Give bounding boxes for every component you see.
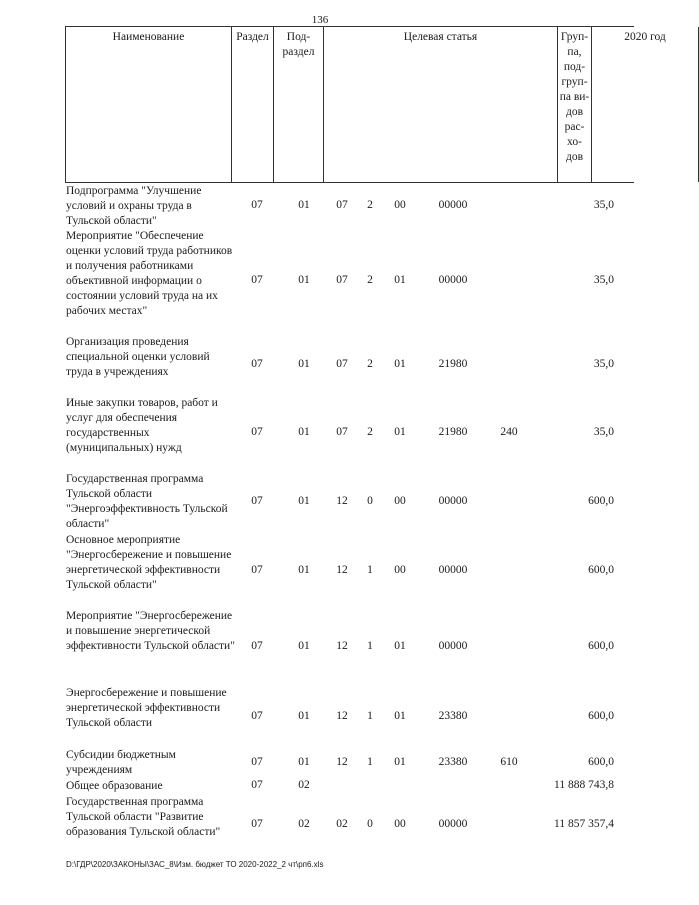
row-cs-direction: 21980 <box>438 426 468 438</box>
row-name: Субсидии бюджетным учреждениям <box>66 749 176 776</box>
row-podrazdel: 01 <box>298 756 310 768</box>
row-name: Общее образование <box>66 780 163 792</box>
row-cs-subprogram: 0 <box>367 495 373 507</box>
row-sum: 35,0 <box>593 358 614 370</box>
row-cs-program: 12 <box>336 710 348 722</box>
row-name: Подпрограмма "Улучшение условий и охраны труда в Тульской области" <box>66 185 202 227</box>
row-cs-program: 07 <box>336 199 348 211</box>
row-cs-subprogram: 2 <box>367 358 373 370</box>
header-name-col <box>66 27 232 182</box>
row-razdel: 07 <box>251 426 263 438</box>
row-cs-program: 07 <box>336 274 348 286</box>
header-gruppa-label: Груп- па, под- груп- па ви- дов рас- хо- дов <box>559 31 590 163</box>
row-podrazdel: 01 <box>298 564 310 576</box>
row-sum: 35,0 <box>593 199 614 211</box>
header-razdel-col <box>232 27 274 182</box>
row-cs-direction: 23380 <box>438 710 468 722</box>
row-cs-direction: 00000 <box>438 274 468 286</box>
row-podrazdel: 01 <box>298 640 310 652</box>
header-gruppa-col <box>558 27 592 182</box>
header-podrazdel-label: Под- раздел <box>282 31 315 58</box>
file-path-footer: D:\ГДР\2020\ЗАКОНЫ\ЗАС_8\Изм. бюджет ТО 2020-2022_2 чт\рп6.xls <box>66 860 324 869</box>
header-celevaya-col <box>324 27 558 182</box>
row-name: Организация проведения специальной оценки условий труда в учреждениях <box>66 336 210 378</box>
row-podrazdel: 01 <box>298 710 310 722</box>
row-cs-subprogram: 2 <box>367 426 373 438</box>
row-cs-event: 00 <box>394 818 406 830</box>
row-cs-subprogram: 0 <box>367 818 373 830</box>
row-sum: 600,0 <box>588 710 614 722</box>
row-razdel: 07 <box>251 779 263 791</box>
row-name: Основное мероприятие "Энергосбережение и повышение энергетической эффективности Тульской области" <box>66 534 232 591</box>
row-name: Мероприятие "Энергосбережение и повышение энергетической эффективности Тульской области" <box>66 610 235 652</box>
row-cs-subprogram: 1 <box>367 756 373 768</box>
row-cs-event: 01 <box>394 358 406 370</box>
row-razdel: 07 <box>251 199 263 211</box>
row-cs-program: 07 <box>336 426 348 438</box>
row-cs-program: 12 <box>336 564 348 576</box>
row-cs-event: 01 <box>394 756 406 768</box>
row-name: Государственная программа Тульской области "Энергоэффективность Тульской области" <box>66 473 228 530</box>
row-cs-direction: 00000 <box>438 495 468 507</box>
row-sum: 600,0 <box>588 495 614 507</box>
row-cs-direction: 00000 <box>438 564 468 576</box>
row-cs-subprogram: 2 <box>367 199 373 211</box>
row-name: Государственная программа Тульской области "Развитие образования Тульской области" <box>66 796 221 838</box>
row-cs-event: 00 <box>394 199 406 211</box>
row-razdel: 07 <box>251 358 263 370</box>
row-cs-program: 12 <box>336 756 348 768</box>
row-podrazdel: 01 <box>298 426 310 438</box>
header-name-label: Наименование <box>112 31 185 43</box>
row-cs-direction: 21980 <box>438 358 468 370</box>
row-sum: 600,0 <box>588 564 614 576</box>
page-number: 136 <box>311 14 329 26</box>
row-name: Иные закупки товаров, работ и услуг для обеспечения государственных (муниципальных) нужд <box>66 397 218 454</box>
header-podrazdel-col <box>274 27 324 182</box>
row-cs-event: 01 <box>394 426 406 438</box>
row-razdel: 07 <box>251 274 263 286</box>
row-vr: 240 <box>500 426 518 438</box>
row-podrazdel: 01 <box>298 274 310 286</box>
row-cs-program: 07 <box>336 358 348 370</box>
row-razdel: 07 <box>251 564 263 576</box>
row-name: Энергосбережение и повышение энергетической эффективности Тульской области <box>66 687 227 729</box>
row-sum: 35,0 <box>593 274 614 286</box>
row-cs-subprogram: 1 <box>367 640 373 652</box>
header-celevaya-label: Целевая статья <box>403 31 478 43</box>
row-cs-subprogram: 2 <box>367 274 373 286</box>
row-sum: 11 857 357,4 <box>554 818 614 830</box>
header-year-label: 2020 год <box>624 31 666 43</box>
row-razdel: 07 <box>251 756 263 768</box>
row-cs-event: 01 <box>394 274 406 286</box>
header-razdel-label: Раздел <box>236 31 269 43</box>
row-name: Мероприятие "Обеспечение оценки условий труда работников и получения работниками объективной информации о состоянии условий труда на их рабочих местах" <box>66 230 233 317</box>
row-vr: 610 <box>500 756 518 768</box>
row-sum: 11 888 743,8 <box>554 779 614 791</box>
row-razdel: 07 <box>251 818 263 830</box>
row-razdel: 07 <box>251 710 263 722</box>
row-podrazdel: 01 <box>298 495 310 507</box>
row-sum: 600,0 <box>588 640 614 652</box>
row-podrazdel: 01 <box>298 358 310 370</box>
header-year-col <box>592 27 699 182</box>
row-razdel: 07 <box>251 640 263 652</box>
row-cs-event: 01 <box>394 640 406 652</box>
row-cs-program: 12 <box>336 640 348 652</box>
row-cs-subprogram: 1 <box>367 710 373 722</box>
row-cs-direction: 00000 <box>438 818 468 830</box>
row-cs-program: 02 <box>336 818 348 830</box>
row-podrazdel: 02 <box>298 818 310 830</box>
row-cs-direction: 23380 <box>438 756 468 768</box>
row-cs-direction: 00000 <box>438 640 468 652</box>
row-cs-event: 00 <box>394 564 406 576</box>
row-cs-event: 01 <box>394 710 406 722</box>
row-cs-subprogram: 1 <box>367 564 373 576</box>
row-podrazdel: 02 <box>298 779 310 791</box>
row-cs-direction: 00000 <box>438 199 468 211</box>
row-sum: 600,0 <box>588 756 614 768</box>
row-podrazdel: 01 <box>298 199 310 211</box>
table-header <box>65 26 666 183</box>
row-cs-program: 12 <box>336 495 348 507</box>
row-razdel: 07 <box>251 495 263 507</box>
row-cs-event: 00 <box>394 495 406 507</box>
row-sum: 35,0 <box>593 426 614 438</box>
